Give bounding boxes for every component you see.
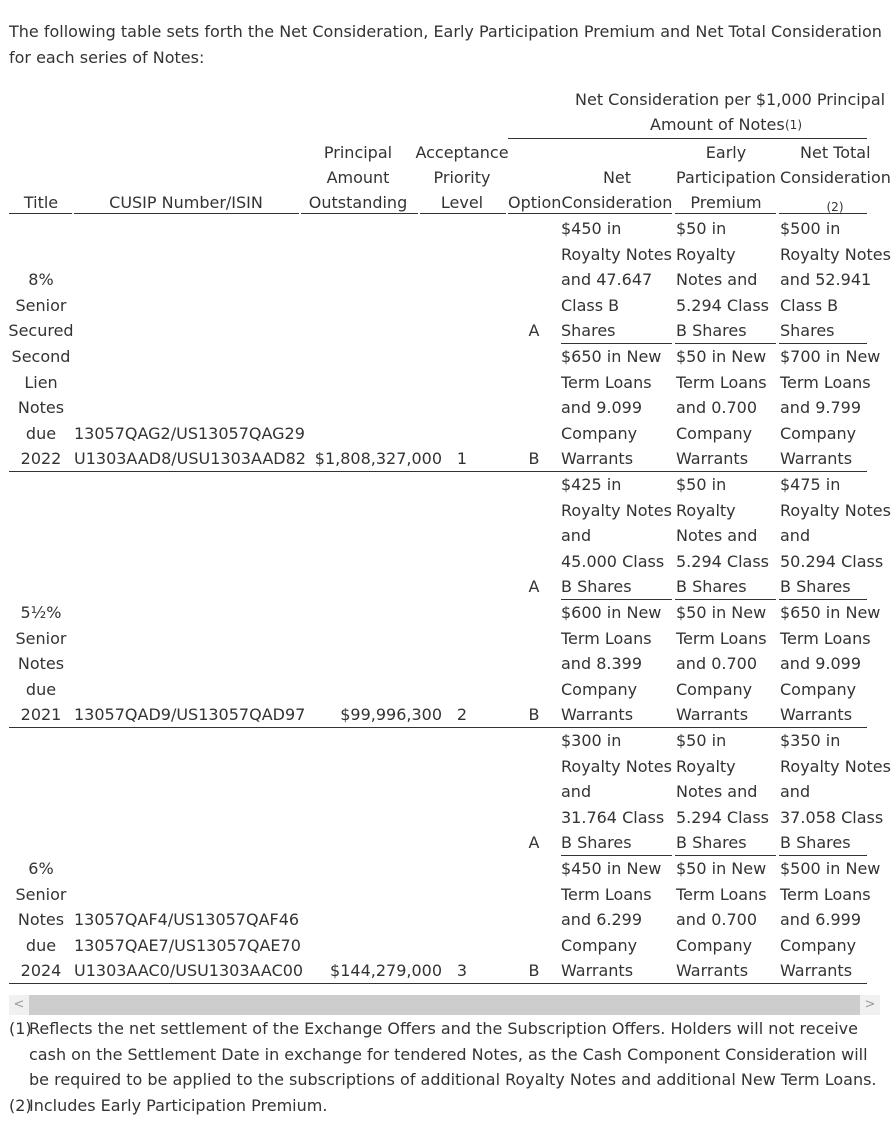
- group-header: Net Consideration per $1,000 Principal: [575, 90, 886, 109]
- header-acceptance: Level: [440, 193, 484, 212]
- early-premium-line: B Shares: [676, 577, 747, 597]
- cusip-line: U1303AAD8/USU1303AAD82: [74, 449, 306, 469]
- net-consideration-line: 31.764 Class: [561, 807, 665, 827]
- net-consideration-line: Term Loans: [561, 372, 652, 392]
- title-line: due: [25, 679, 57, 699]
- net-total-line: Shares: [780, 321, 835, 341]
- net-total-line: Warrants: [780, 705, 853, 725]
- option-label: B: [528, 705, 540, 725]
- header-title: Title: [23, 193, 59, 212]
- net-total-line: Royalty Notes: [780, 500, 891, 520]
- footnote-ref: (1): [785, 118, 802, 132]
- early-premium-line: $50 in: [676, 475, 727, 494]
- header-net: Consideration: [561, 193, 673, 212]
- header-rule: [74, 213, 299, 214]
- net-total-line: $500 in: [780, 219, 841, 238]
- footnote-text: Reflects the net settlement of the Exchange Offers and the Subscription Offers. Holders will not receive cash on the Settlement Date in exchange for tendered Notes, as the Cash Component Consideration will be required to be applied to the subscriptions of additional Royalty Notes and additional New Term Loans.: [29, 1019, 877, 1090]
- net-total-line: $475 in: [780, 475, 841, 494]
- scroll-left-arrow-icon[interactable]: <: [9, 995, 29, 1015]
- early-premium-line: Warrants: [676, 705, 749, 725]
- title-line: Senior: [15, 884, 67, 904]
- early-premium-line: Royalty: [676, 756, 736, 776]
- early-premium-line: $50 in: [676, 731, 727, 750]
- net-consideration-line: and: [561, 782, 592, 802]
- net-total-line: and 52.941: [780, 270, 872, 290]
- cusip-line: U1303AAC0/USU1303AAC00: [74, 961, 304, 981]
- header-rule: [508, 213, 561, 214]
- net-total-line: Company: [780, 423, 857, 443]
- net-consideration-line: B Shares: [561, 577, 632, 597]
- title-line: Notes: [17, 910, 65, 930]
- row-rule: [9, 983, 867, 984]
- early-premium-line: $50 in: [676, 219, 727, 238]
- early-premium-line: 5.294 Class: [676, 551, 769, 571]
- header-early: Early: [705, 143, 747, 162]
- net-total-line: B Shares: [780, 577, 851, 597]
- header-rule: [675, 213, 776, 214]
- early-premium-line: B Shares: [676, 321, 747, 341]
- early-premium-line: and 0.700: [676, 398, 757, 418]
- net-consideration-line: $450 in: [561, 219, 622, 238]
- header-acceptance: Priority: [433, 168, 491, 187]
- header-total-note: (2): [826, 200, 844, 214]
- principal-amount: $99,996,300: [340, 705, 442, 725]
- intro-paragraph: The following table sets forth the Net Consideration, Early Participation Premium and Net Total Consideration for each series of Notes:: [9, 22, 882, 67]
- net-total-line: $700 in New: [780, 347, 881, 366]
- title-line: 2022: [20, 449, 62, 469]
- group-header: Amount of Notes: [650, 115, 785, 134]
- early-premium-line: Warrants: [676, 449, 749, 469]
- net-total-line: 37.058 Class: [780, 807, 884, 827]
- net-total-line: Royalty Notes: [780, 244, 891, 264]
- header-rule: [508, 138, 867, 139]
- priority-level: 3: [456, 961, 468, 981]
- net-consideration-line: and 6.299: [561, 910, 642, 930]
- title-line: Notes: [17, 398, 65, 418]
- net-total-line: Term Loans: [780, 884, 871, 904]
- net-consideration-line: B Shares: [561, 833, 632, 853]
- net-consideration-line: Class B: [561, 295, 620, 315]
- footnote-2: [9, 1093, 889, 1119]
- net-total-line: Company: [780, 679, 857, 699]
- early-premium-line: $50 in New: [676, 603, 767, 622]
- header-total: Net Total: [800, 143, 871, 162]
- net-total-line: Company: [780, 935, 857, 955]
- net-total-line: Class B: [780, 295, 839, 315]
- net-total-line: $500 in New: [780, 859, 881, 878]
- net-total-line: and: [780, 526, 811, 546]
- net-total-line: $650 in New: [780, 603, 881, 622]
- title-line: 8%: [28, 270, 54, 290]
- header-early: Premium: [690, 193, 762, 212]
- header-acceptance: Acceptance: [415, 143, 509, 162]
- horizontal-scrollbar[interactable]: [9, 995, 879, 1015]
- early-premium-line: Warrants: [676, 961, 749, 981]
- header-cusip: CUSIP Number/ISIN: [109, 193, 263, 212]
- title-line: Senior: [15, 628, 67, 648]
- net-consideration-line: 45.000 Class: [561, 551, 665, 571]
- net-total-line: and 9.799: [780, 398, 861, 418]
- net-consideration-line: Royalty Notes: [561, 244, 672, 264]
- early-premium-line: Notes and: [676, 782, 758, 802]
- footnotes: [9, 1016, 889, 1118]
- option-label: B: [528, 961, 540, 981]
- header-net: Net: [602, 168, 632, 187]
- option-label: A: [528, 833, 540, 853]
- title-line: Second: [11, 347, 71, 366]
- net-consideration-line: Warrants: [561, 705, 634, 725]
- early-premium-line: Royalty: [676, 500, 736, 520]
- early-premium-line: Term Loans: [676, 372, 767, 392]
- title-line: Lien: [24, 372, 58, 392]
- title-line: 2024: [20, 961, 62, 981]
- cusip-line: 13057QAG2/US13057QAG29: [74, 423, 305, 443]
- net-consideration-line: Warrants: [561, 961, 634, 981]
- net-total-line: Term Loans: [780, 628, 871, 648]
- net-consideration-line: and 47.647: [561, 270, 653, 290]
- net-consideration-line: $300 in: [561, 731, 622, 750]
- net-consideration-line: $650 in New: [561, 347, 662, 366]
- net-total-line: Warrants: [780, 449, 853, 469]
- row-rule: [9, 727, 867, 728]
- principal-amount: $144,279,000: [330, 961, 442, 981]
- early-premium-line: and 0.700: [676, 910, 757, 930]
- row-rule: [9, 471, 867, 472]
- net-total-line: Term Loans: [780, 372, 871, 392]
- early-premium-line: Company: [676, 423, 753, 443]
- title-line: Secured: [8, 321, 74, 341]
- early-premium-line: B Shares: [676, 833, 747, 853]
- priority-level: 1: [456, 449, 468, 469]
- cusip-line: 13057QAD9/US13057QAD97: [74, 705, 306, 725]
- early-premium-line: $50 in New: [676, 859, 767, 878]
- header-principal: Amount: [326, 168, 390, 187]
- footnote-text: Includes Early Participation Premium.: [29, 1095, 328, 1115]
- net-consideration-line: Royalty Notes: [561, 500, 672, 520]
- net-consideration-line: $600 in New: [561, 603, 662, 622]
- title-line: 5½%: [20, 603, 62, 622]
- option-label: A: [528, 577, 540, 597]
- header-principal: Principal: [323, 143, 393, 162]
- early-premium-line: Term Loans: [676, 884, 767, 904]
- early-premium-line: Term Loans: [676, 628, 767, 648]
- cusip-line: 13057QAE7/US13057QAE70: [74, 935, 301, 955]
- header-principal: Outstanding: [308, 193, 408, 212]
- net-consideration-line: Warrants: [561, 449, 634, 469]
- title-line: due: [25, 935, 57, 955]
- footnote-number: (1): [9, 1019, 32, 1038]
- option-label: A: [528, 321, 540, 341]
- early-premium-line: Royalty: [676, 244, 736, 264]
- early-premium-line: $50 in New: [676, 347, 767, 366]
- option-label: B: [528, 449, 540, 469]
- title-line: Senior: [15, 295, 67, 315]
- priority-level: 2: [456, 705, 468, 725]
- header-rule: [561, 213, 672, 214]
- net-consideration-line: Company: [561, 935, 638, 955]
- net-total-line: B Shares: [780, 833, 851, 853]
- title-line: 6%: [28, 859, 54, 878]
- early-premium-line: Notes and: [676, 270, 758, 290]
- header-rule: [420, 213, 506, 214]
- early-premium-line: 5.294 Class: [676, 295, 769, 315]
- net-consideration-line: Company: [561, 423, 638, 443]
- net-consideration-line: Shares: [561, 321, 616, 341]
- net-total-line: Warrants: [780, 961, 853, 981]
- footnote-number: (2): [9, 1095, 32, 1115]
- title-line: due: [25, 423, 57, 443]
- header-rule: [779, 213, 867, 214]
- net-total-line: 50.294 Class: [780, 551, 884, 571]
- net-consideration-line: Royalty Notes: [561, 756, 672, 776]
- net-consideration-line: Company: [561, 679, 638, 699]
- net-consideration-line: Term Loans: [561, 628, 652, 648]
- early-premium-line: 5.294 Class: [676, 807, 769, 827]
- scroll-right-arrow-icon[interactable]: >: [860, 995, 880, 1015]
- net-consideration-line: $450 in New: [561, 859, 662, 878]
- net-total-line: $350 in: [780, 731, 841, 750]
- title-line: Notes: [17, 654, 65, 674]
- header-rule: [301, 213, 418, 214]
- principal-amount: $1,808,327,000: [314, 449, 442, 469]
- header-rule: [9, 213, 72, 214]
- net-consideration-line: and 9.099: [561, 398, 642, 418]
- net-consideration-line: and 8.399: [561, 654, 642, 674]
- net-consideration-line: $425 in: [561, 475, 622, 494]
- early-premium-line: Company: [676, 679, 753, 699]
- header-early: Participation: [676, 168, 776, 187]
- net-consideration-line: and: [561, 526, 592, 546]
- early-premium-line: Notes and: [676, 526, 758, 546]
- header-option: Option: [508, 193, 562, 212]
- title-line: 2021: [20, 705, 62, 725]
- net-total-line: and 6.999: [780, 910, 861, 930]
- early-premium-line: Company: [676, 935, 753, 955]
- net-total-line: and: [780, 782, 811, 802]
- cusip-line: 13057QAF4/US13057QAF46: [74, 910, 300, 930]
- early-premium-line: and 0.700: [676, 654, 757, 674]
- header-total: Consideration: [780, 168, 891, 187]
- net-total-line: Royalty Notes: [780, 756, 891, 776]
- footnote-1: [9, 1016, 889, 1093]
- net-consideration-line: Term Loans: [561, 884, 652, 904]
- net-total-line: and 9.099: [780, 654, 861, 674]
